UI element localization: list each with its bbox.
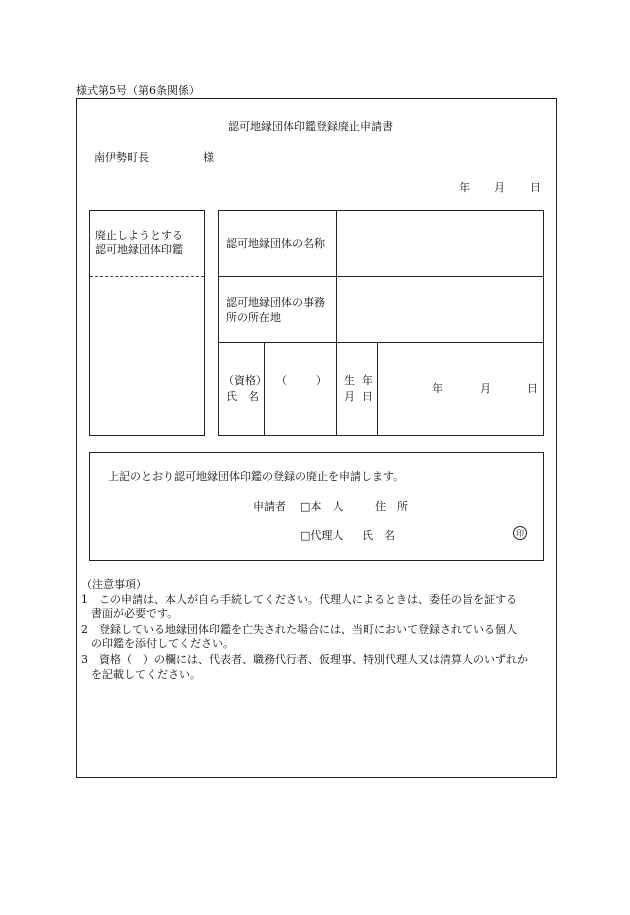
applicant-label: 申請者	[253, 500, 286, 513]
office-address-label-line2: 所の所在地	[226, 311, 281, 324]
address-label: 住 所	[375, 500, 408, 513]
addressee: 南伊勢町長	[94, 151, 149, 164]
table-row-divider-1	[218, 276, 544, 277]
birth-label-char-3: 月	[344, 390, 355, 403]
applicant-name-label: 氏 名	[226, 390, 259, 403]
date-month-label: 月	[494, 181, 505, 194]
note-1-line-2: 書面が必要です。	[91, 607, 179, 620]
seal-box-divider	[90, 276, 204, 277]
birth-label-char-1: 生	[344, 374, 355, 387]
seal-mark: 印	[513, 526, 527, 540]
name-label: 氏 名	[362, 529, 395, 542]
note-2-line-1: 2 登録している地縁団体印鑑を亡失された場合には、当町において登録されている個人	[81, 623, 517, 636]
form-title: 認可地縁団体印鑑登録廃止申請書	[228, 120, 393, 133]
honorific: 様	[203, 151, 214, 164]
table-row-divider-2	[218, 342, 544, 343]
applicant-proxy-checkbox: □代理人	[300, 529, 344, 542]
birth-label-char-2: 年	[362, 374, 373, 387]
birth-label-char-4: 日	[362, 390, 373, 403]
date-day-label: 日	[530, 181, 541, 194]
note-2-line-2: の印鑑を添付してください。	[91, 637, 234, 650]
date-year-label: 年	[459, 181, 470, 194]
applicant-self-checkbox: □本 人	[300, 500, 344, 513]
note-1-line-1: 1 この申請は、本人が自ら手続してください。代理人によるときは、委任の旨を証する	[81, 593, 517, 606]
statement-text: 上記のとおり認可地縁団体印鑑の登録の廃止を申請します。	[108, 470, 405, 483]
qualification-divider	[264, 342, 265, 436]
seal-box-label-line2: 認可地縁団体印鑑	[95, 243, 183, 256]
qualification-label: （資格）	[223, 374, 267, 387]
birth-label-divider	[377, 342, 378, 436]
qualification-paren-close: ）	[316, 374, 327, 387]
birth-month-label: 月	[480, 382, 491, 395]
form-number: 様式第5号（第6条関係）	[76, 84, 200, 97]
notes-heading: （注意事項）	[81, 578, 147, 591]
office-address-label-line1: 認可地縁団体の事務	[226, 296, 325, 309]
qualification-paren-open: （	[276, 374, 287, 387]
birth-day-label: 日	[527, 382, 538, 395]
birth-year-label: 年	[432, 382, 443, 395]
seal-box-label-line1: 廃止しようとする	[95, 229, 183, 242]
table-column-divider	[336, 210, 337, 436]
note-3-line-1: 3 資格（ ）の欄には、代表者、職務代行者、仮理事、特別代理人又は清算人のいずれか	[81, 653, 528, 666]
organization-name-label: 認可地縁団体の名称	[226, 237, 325, 250]
note-3-line-2: を記載してください。	[91, 668, 201, 681]
